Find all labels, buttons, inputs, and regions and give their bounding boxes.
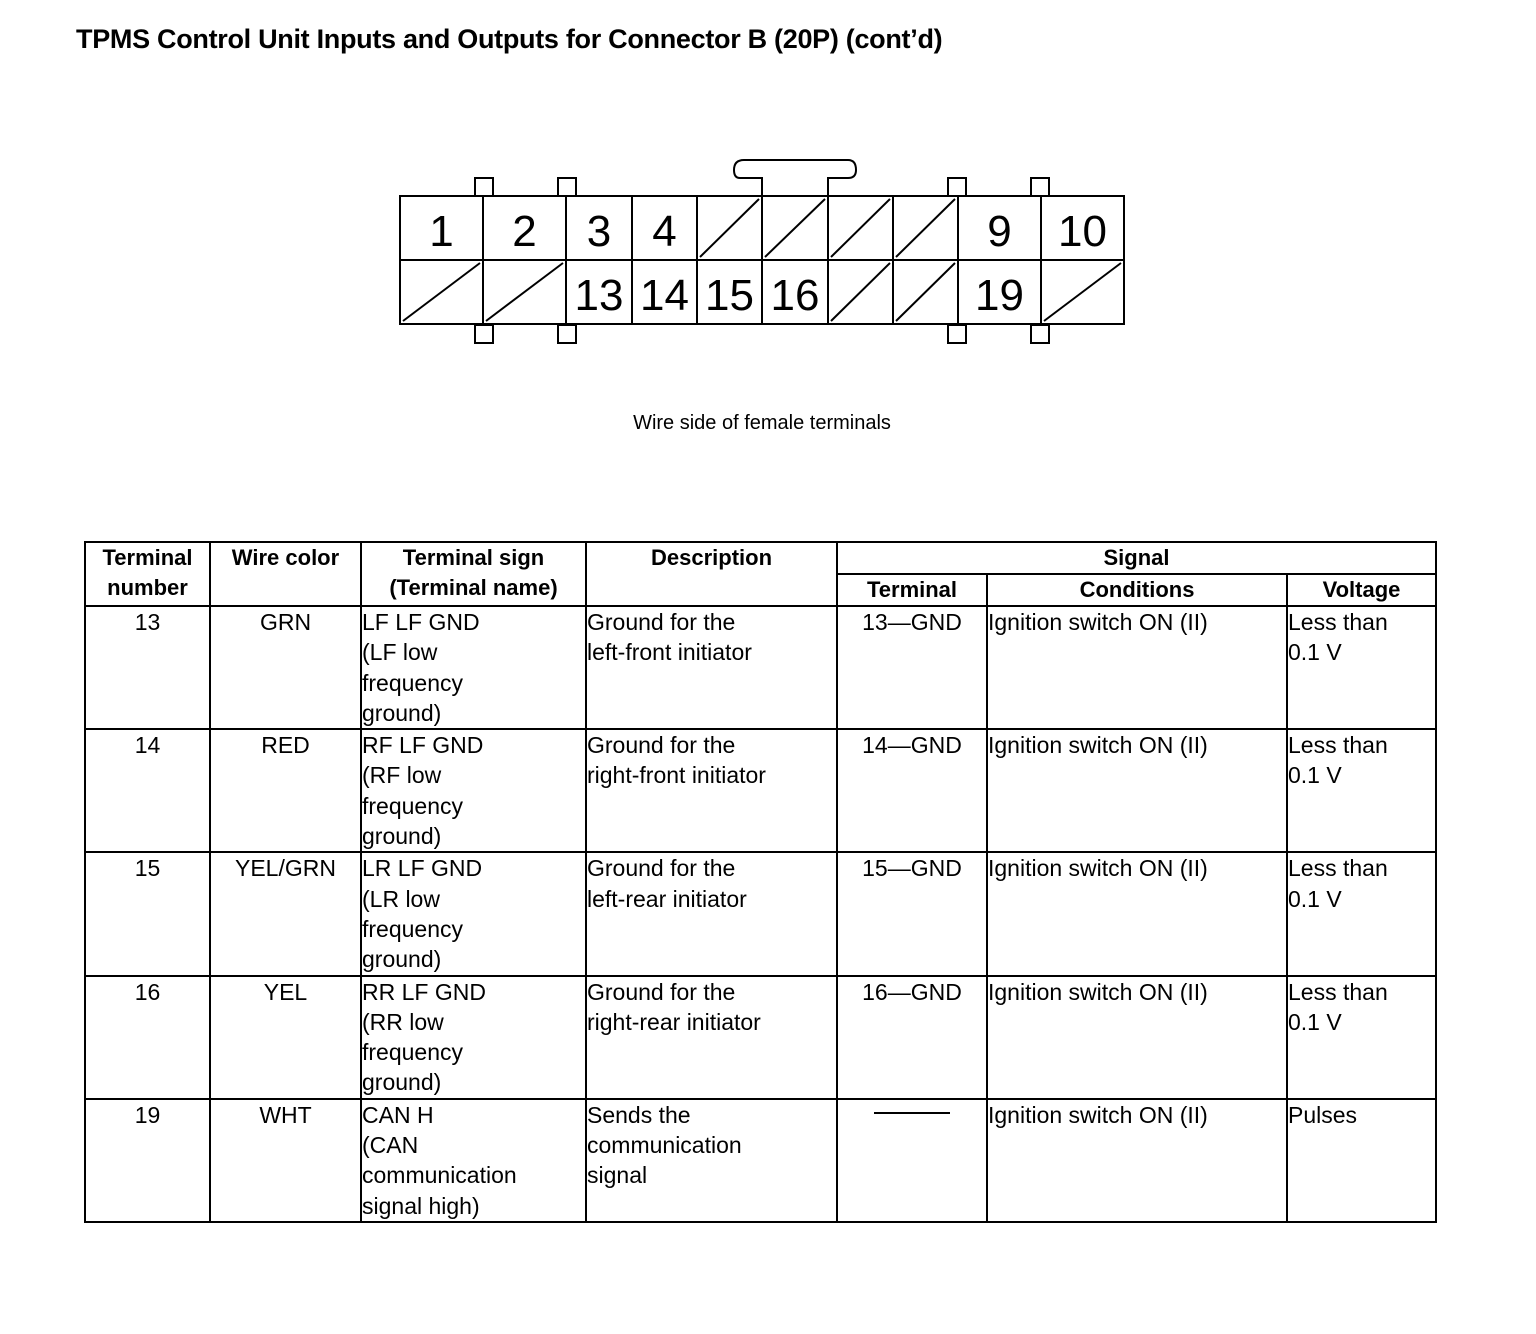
terminal-4: 4: [652, 207, 677, 256]
connector-post: [475, 178, 493, 196]
wire-color: YEL/GRN: [210, 852, 361, 975]
terminal-3: 3: [586, 207, 612, 256]
terminal-number: 14: [85, 729, 210, 852]
terminal-10: 10: [1058, 207, 1107, 256]
signal-conditions: Ignition switch ON (II): [987, 729, 1287, 852]
table-row: [85, 852, 1436, 975]
terminal-15: 15: [705, 271, 754, 320]
description: Ground for the right-front initiator: [586, 729, 837, 852]
connector-post: [558, 325, 576, 343]
page-title: TPMS Control Unit Inputs and Outputs for Connector B (20P) (cont’d): [76, 24, 943, 54]
signal-voltage: Less than 0.1 V: [1287, 729, 1436, 852]
signal-conditions: Ignition switch ON (II): [987, 606, 1287, 729]
header-terminal-sign: Terminal sign (Terminal name): [361, 542, 586, 606]
terminal-sign: RF LF GND (RF low frequency ground): [361, 729, 586, 852]
terminal-number: 15: [85, 852, 210, 975]
terminal-number: 19: [85, 1099, 210, 1222]
wire-color: GRN: [210, 606, 361, 729]
description: Ground for the right-rear initiator: [586, 976, 837, 1099]
empty-cavity-bottom: [486, 263, 563, 321]
signal-conditions: Ignition switch ON (II): [987, 1099, 1287, 1222]
empty-cavity-top: [831, 199, 890, 257]
wire-color: WHT: [210, 1099, 361, 1222]
signal-voltage: Less than 0.1 V: [1287, 976, 1436, 1099]
empty-cavity-bottom: [1044, 263, 1121, 321]
terminal-19: 19: [975, 271, 1024, 320]
io-table: [84, 541, 1437, 1223]
description: Ground for the left-front initiator: [586, 606, 837, 729]
header-wire-color: Wire color: [210, 542, 361, 606]
header-terminal-number: Terminal number: [85, 542, 210, 606]
terminal-1: 1: [429, 207, 454, 256]
signal-conditions: Ignition switch ON (II): [987, 852, 1287, 975]
connector-body: [400, 196, 1124, 324]
signal-voltage: Less than 0.1 V: [1287, 606, 1436, 729]
empty-cavity-bottom: [831, 263, 890, 321]
terminal-9: 9: [987, 207, 1012, 256]
wire-color: RED: [210, 729, 361, 852]
terminal-sign: RR LF GND (RR low frequency ground): [361, 976, 586, 1099]
connector-post: [948, 178, 966, 196]
signal-terminal: 14—GND: [837, 729, 987, 852]
description: Sends the communication signal: [586, 1099, 837, 1222]
no-terminal-dash: [874, 1112, 950, 1114]
terminal-number: 13: [85, 606, 210, 729]
header-signal-conditions: Conditions: [987, 574, 1287, 606]
terminal-sign: LF LF GND (LF low frequency ground): [361, 606, 586, 729]
terminal-16: 16: [770, 271, 820, 320]
connector-post: [475, 325, 493, 343]
signal-terminal: 15—GND: [837, 852, 987, 975]
header-signal-terminal: Terminal: [837, 574, 987, 606]
connector-post: [1031, 178, 1049, 196]
terminal-sign: LR LF GND (LR low frequency ground): [361, 852, 586, 975]
header-description: Description: [586, 542, 837, 606]
signal-conditions: Ignition switch ON (II): [987, 976, 1287, 1099]
terminal-number: 16: [85, 976, 210, 1099]
table-row: [85, 606, 1436, 729]
terminal-14: 14: [640, 271, 689, 320]
wire-color: YEL: [210, 976, 361, 1099]
empty-cavity-bottom: [403, 263, 480, 321]
connector-caption: Wire side of female terminals: [633, 412, 891, 434]
connector-post: [948, 325, 966, 343]
empty-cavity-top: [765, 199, 825, 257]
header-signal-voltage: Voltage: [1287, 574, 1436, 606]
signal-terminal: 13—GND: [837, 606, 987, 729]
connector-diagram: [0, 0, 1536, 400]
header-signal: Signal: [837, 542, 1436, 574]
table-row: [85, 729, 1436, 852]
connector-lock-tab: [734, 160, 856, 196]
terminal-13: 13: [574, 271, 624, 320]
empty-cavity-top: [700, 199, 759, 257]
table-row: [85, 976, 1436, 1099]
signal-voltage: Less than 0.1 V: [1287, 852, 1436, 975]
connector-post: [558, 178, 576, 196]
description: Ground for the left-rear initiator: [586, 852, 837, 975]
table-row: [85, 1099, 1436, 1222]
connector-post: [1031, 325, 1049, 343]
signal-voltage: Pulses: [1287, 1099, 1436, 1222]
terminal-2: 2: [512, 207, 537, 256]
empty-cavity-top: [896, 199, 955, 257]
signal-terminal: [837, 1099, 987, 1222]
signal-terminal: 16—GND: [837, 976, 987, 1099]
empty-cavity-bottom: [896, 263, 955, 321]
terminal-sign: CAN H (CAN communication signal high): [361, 1099, 586, 1222]
